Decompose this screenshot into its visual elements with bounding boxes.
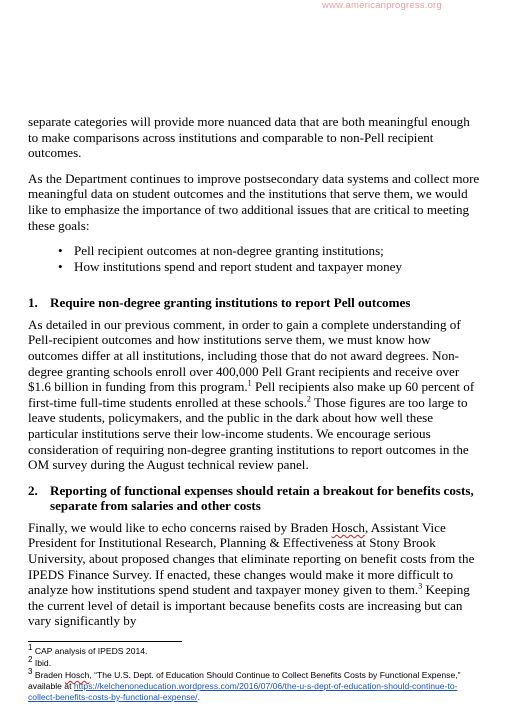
section-title: Reporting of functional expenses should retain a breakout for benefits costs, separate from salaries and other costs [50,482,474,514]
footnote-item [28,655,483,669]
spellcheck-flagged-word[interactable]: Hosch [64,670,90,680]
footnote-ref[interactable]: 2 [306,394,311,404]
section-2-paragraph [28,520,480,629]
watermark-url: www.americanprogress.org [322,0,442,11]
footnote-number: 3 [28,667,33,677]
footnote-item [28,667,483,703]
text-run: Keeping the current level of detail is important because benefits costs are increasing but can vary significantly by [28,582,470,629]
text-run: , Assistant Vice President for Institutional Research, Planning & Effectiveness at Stony Brook University, about proposed changes that eliminate reporting on benefit costs from the IPEDS Finance Survey. If enacted, these changes would make it more difficult to analyze how institutions spend student and taxpayer money given to them. [28,519,475,598]
spellcheck-flagged-word[interactable]: Hosch [331,519,365,535]
section-1-paragraph [28,317,480,473]
footnote-number: 2 [28,655,33,665]
bullet-icon: • [58,243,63,259]
list-item [28,243,480,259]
section-title: Require non-degree granting institutions to report Pell outcomes [50,295,411,311]
section-number: 1. [28,295,38,311]
list-item-text: Pell recipient outcomes at non-degree granting institutions; [74,243,384,259]
footnote-text: . [197,692,200,702]
section-2-heading [28,483,480,514]
footnote-number: 1 [28,643,33,653]
text-run: As detailed in our previous comment, in order to gain a complete understanding of Pell-recipient outcomes and how institutions serve them, we must know how outcomes differ at all institutions, including those that do not award degrees. Non-degree granting schools enroll over 400,000 Pell Grant recipients and receive over $1.6 billion in funding from this program. [28,316,461,395]
text-run: Those figures are too large to leave students, policymakers, and the public in the dark about how well these particular institutions serve their low-income students. We encourage serious consideration of requiring non-degree granting institutions to report outcomes in the OM survey during the August technical review panel. [28,394,469,473]
list-item [28,259,480,275]
footnote-text: CAP analysis of IPEDS 2014. [32,646,148,656]
list-item-text: How institutions spend and report student and taxpayer money [74,259,403,275]
text-run: Finally, we would like to echo concerns raised by Braden [28,519,332,535]
footnote-item [28,643,483,657]
footnote-separator [28,641,182,642]
footnote-ref[interactable]: 3 [418,581,423,591]
footnote-text: Ibid. [32,658,52,668]
document-body [28,114,480,639]
footnote-ref[interactable]: 1 [247,378,252,388]
section-number: 2. [28,482,38,498]
paragraph-goals: As the Department continues to improve postsecondary data systems and collect more meaningful data on student outcomes and the institutions that serve them, we would like to emphasize the importance of two additional issues that are critical to meeting these goals: [28,170,480,233]
paragraph-intro: separate categories will provide more nuanced data that are both meaningful enough to make comparisons across institutions and comparable to non-Pell recipient outcomes. [28,114,470,161]
footnote-text: , “The U.S. Dept. of Education Should Continue to Collect Benefits Costs by Functional Expense,” available at [28,670,461,691]
text-run: Pell recipients also make up 60 percent of first-time full-time students enrolled at these schools. [28,379,475,410]
footnotes [28,643,483,704]
bullet-list [28,243,480,275]
section-1-heading [28,295,480,311]
bullet-icon: • [58,259,63,275]
footnote-link[interactable]: https://kelchenoneducation.wordpress.com/2016/07/06/the-u-s-dept-of-education-should-continue-to-collect-benefits-costs-by-functional-expense/ [28,681,458,702]
footnote-text: Braden [32,670,65,680]
